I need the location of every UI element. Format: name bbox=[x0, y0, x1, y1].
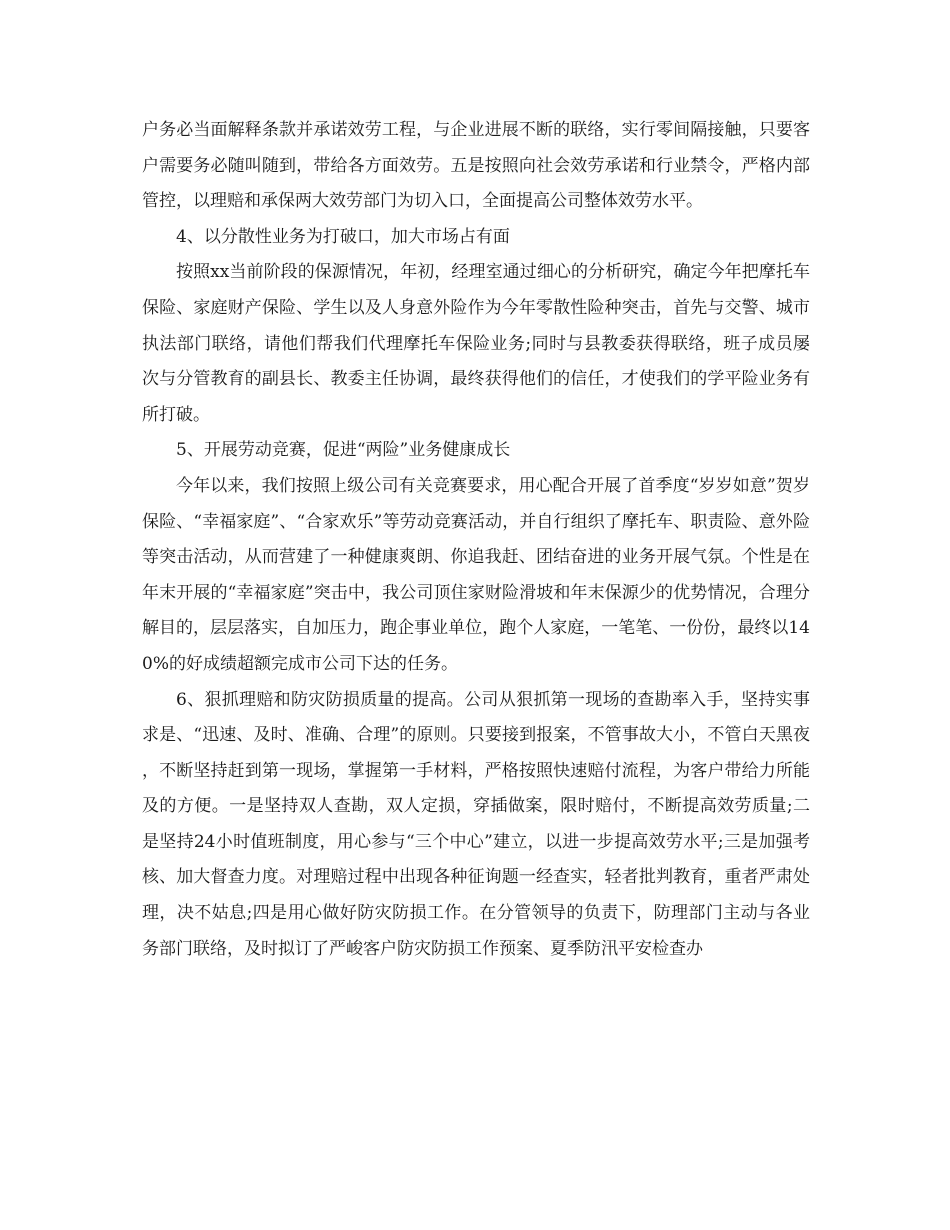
document-body bbox=[142, 113, 810, 967]
paragraph-2: 按照xx当前阶段的保源情况，年初，经理室通过细心的分析研究，确定今年把摩托车保险、家庭财产保险、学生以及人身意外险作为今年零散性险种突击，首先与交警、城市执法部门联络，请他们帮我们代理摩托车保险业务;同时与县教委获得联络，班子成员屡次与分管教育的副县长、教委主任协调，最终获得他们的信任，才使我们的学平险业务有所打破。 bbox=[142, 262, 810, 425]
section-heading-5: 5、开展劳动竞赛，促进“两险”业务健康成长 bbox=[176, 440, 511, 461]
section-heading-4: 4、以分散性业务为打破口，加大市场占有面 bbox=[176, 226, 510, 247]
paragraph-4: 6、狠抓理赔和防灾防损质量的提高。公司从狠抓第一现场的查勘率入手，坚持实事求是、“迅速、及时、准确、合理”的原则。只要接到报案，不管事故大小，不管白天黑夜，不断坚持赶到第一现场，掌握第一手材料，严格按照快速赔付流程，为客户带给力所能及的方便。一是坚持双人查勘，双人定损，穿插做案，限时赔付，不断提高效劳质量;二是坚持24小时值班制度，用心参与“三个中心”建立，以进一步提高效劳水平;三是加强考核、加大督查力度。对理赔过程中出现各种征询题一经查实，轻者批判教育，重者严肃处理，决不姑息;四是用心做好防灾防损工作。在分管领导的负责下，防理部门主动与各业务部门联络，及时拟订了严峻客户防灾防损工作预案、夏季防汛平安检查办 bbox=[142, 689, 810, 959]
paragraph-3: 今年以来，我们按照上级公司有关竞赛要求，用心配合开展了首季度“岁岁如意”贺岁保险、“幸福家庭”、“合家欢乐”等劳动竞赛活动，并自行组织了摩托车、职责险、意外险等突击活动，从而营建了一种健康爽朗、你追我赶、团结奋进的业务开展气氛。个性是在年末开展的“幸福家庭”突击中，我公司顶住家财险滑坡和年末保源少的优势情况，合理分解目的，层层落实，自加压力，跑企事业单位，跑个人家庭，一笔笔、一份份，最终以140%的好成绩超额完成市公司下达的任务。 bbox=[142, 475, 810, 674]
paragraph-1: 户务必当面解释条款并承诺效劳工程，与企业进展不断的联络，实行零间隔接触，只要客户需要务必随叫随到，带给各方面效劳。五是按照向社会效劳承诺和行业禁令，严格内部管控，以理赔和承保两大效劳部门为切入口，全面提高公司整体效劳水平。 bbox=[142, 120, 810, 212]
